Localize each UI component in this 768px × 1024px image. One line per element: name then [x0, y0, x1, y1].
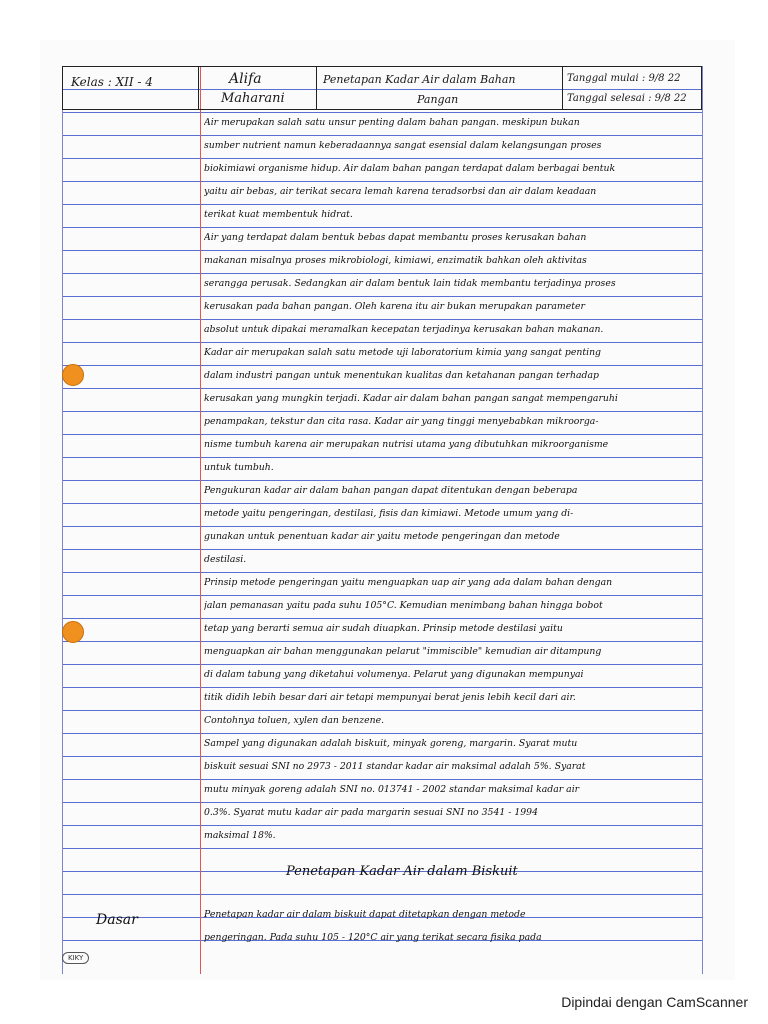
- text-line: gunakan untuk penentuan kadar air yaitu metode pengeringan dan metode: [204, 531, 560, 542]
- text-line: kerusakan yang mungkin terjadi. Kadar air dalam bahan pangan sangat mempengaruhi: [204, 393, 618, 404]
- kelas-text: Kelas : XII - 4: [71, 75, 153, 89]
- name-line2: Maharani: [221, 91, 285, 106]
- text-line: Air yang terdapat dalam bentuk bebas dapat membantu proses kerusakan bahan: [204, 232, 587, 243]
- header-cell-name: [199, 67, 317, 109]
- text-line: destilasi.: [204, 554, 247, 565]
- header-cell-dates: [563, 67, 703, 109]
- text-line: makanan misalnya proses mikrobiologi, kimiawi, enzimatik bahkan oleh aktivitas: [204, 255, 587, 266]
- notebook-brand-logo: KIKY: [62, 952, 89, 964]
- ruled-line: [62, 894, 702, 895]
- ruled-line: [62, 848, 702, 849]
- section-subtitle: Penetapan Kadar Air dalam Biskuit: [286, 864, 518, 879]
- dasar-label: Dasar: [96, 912, 138, 928]
- binder-hole-icon: [62, 364, 84, 386]
- text-line: nisme tumbuh karena air merupakan nutrisi utama yang dibutuhkan mikroorganisme: [204, 439, 609, 450]
- text-line: titik didih lebih besar dari air tetapi mempunyai berat jenis lebih kecil dari air.: [204, 692, 576, 703]
- text-line: Contohnya toluen, xylen dan benzene.: [204, 715, 385, 726]
- header-cell-kelas: [63, 67, 199, 109]
- text-line: tetap yang berarti semua air sudah diuapkan. Prinsip metode destilasi yaitu: [204, 623, 563, 634]
- text-line: Penetapan kadar air dalam biskuit dapat ditetapkan dengan metode: [204, 909, 526, 920]
- title-line1: Penetapan Kadar Air dalam Bahan: [323, 73, 516, 86]
- name-line1: Alifa: [229, 71, 262, 87]
- text-line: mutu minyak goreng adalah SNI no. 013741 - 2002 standar maksimal kadar air: [204, 784, 580, 795]
- text-line: 0.3%. Syarat mutu kadar air pada margarin sesuai SNI no 3541 - 1994: [204, 807, 538, 818]
- title-line2: Pangan: [417, 93, 459, 106]
- text-line: metode yaitu pengeringan, destilasi, fisis dan kimiawi. Metode umum yang di-: [204, 508, 574, 519]
- text-line: dalam industri pangan untuk menentukan kualitas dan ketahanan pangan terhadap: [204, 370, 599, 381]
- scanner-watermark: Dipindai dengan CamScanner: [561, 994, 748, 1010]
- text-line: Sampel yang digunakan adalah biskuit, minyak goreng, margarin. Syarat mutu: [204, 738, 578, 749]
- text-line: Pengukuran kadar air dalam bahan pangan dapat ditentukan dengan beberapa: [204, 485, 578, 496]
- text-line: terikat kuat membentuk hidrat.: [204, 209, 353, 220]
- tanggal-mulai: Tanggal mulai : 9/8 22: [567, 73, 681, 84]
- text-line: serangga perusak. Sedangkan air dalam bentuk lain tidak membantu terjadinya proses: [204, 278, 616, 289]
- text-line: penampakan, tekstur dan cita rasa. Kadar air yang tinggi menyebabkan mikroorga-: [204, 416, 599, 427]
- binder-hole-icon: [62, 621, 84, 643]
- text-line: jalan pemanasan yaitu pada suhu 105°C. Kemudian menimbang bahan hingga bobot: [204, 600, 603, 611]
- text-line: yaitu air bebas, air terikat secara lemah karena teradsorbsi dan air dalam keadaan: [204, 186, 597, 197]
- header-table: [62, 66, 702, 110]
- text-line: pengeringan. Pada suhu 105 - 120°C air yang terikat secara fisika pada: [204, 932, 542, 943]
- text-line: Prinsip metode pengeringan yaitu menguapkan uap air yang ada dalam bahan dengan: [204, 577, 613, 588]
- text-line: Kadar air merupakan salah satu metode uji laboratorium kimia yang sangat penting: [204, 347, 602, 358]
- text-line: Air merupakan salah satu unsur penting dalam bahan pangan. meskipun bukan: [204, 117, 580, 128]
- text-line: untuk tumbuh.: [204, 462, 274, 473]
- text-line: menguapkan air bahan menggunakan pelarut "immiscible" kemudian air ditampung: [204, 646, 602, 657]
- header-cell-title: [317, 67, 563, 109]
- text-line: biokimiawi organisme hidup. Air dalam bahan pangan terdapat dalam berbagai bentuk: [204, 163, 616, 174]
- body-text: [204, 112, 704, 848]
- dasar-text: [204, 904, 704, 954]
- tanggal-selesai: Tanggal selesai : 9/8 22: [567, 93, 687, 104]
- text-line: sumber nutrient namun keberadaannya sangat esensial dalam kelangsungan proses: [204, 140, 602, 151]
- text-line: absolut untuk dipakai meramalkan kecepatan terjadinya kerusakan bahan makanan.: [204, 324, 604, 335]
- text-line: biskuit sesuai SNI no 2973 - 2011 standar kadar air maksimal adalah 5%. Syarat: [204, 761, 586, 772]
- text-line: maksimal 18%.: [204, 830, 276, 841]
- left-border-line: [62, 66, 63, 974]
- margin-line: [200, 66, 201, 974]
- text-line: di dalam tabung yang diketahui volumenya. Pelarut yang digunakan mempunyai: [204, 669, 584, 680]
- text-line: kerusakan pada bahan pangan. Oleh karena itu air bukan merupakan parameter: [204, 301, 585, 312]
